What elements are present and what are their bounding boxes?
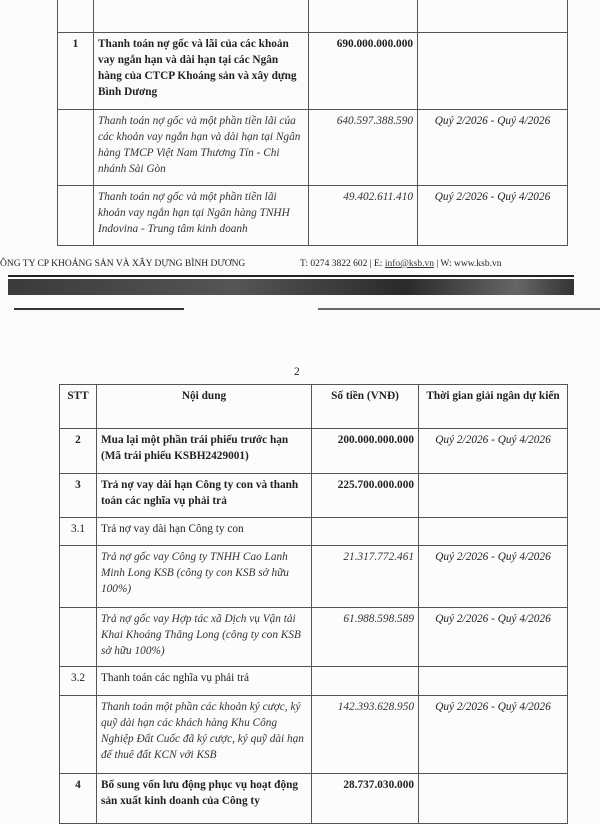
table-row [58, 186, 568, 246]
row-content: Thanh toán nợ gốc và lãi của các khoản vay ngắn hạn và dài hạn tại các Ngân hàng của CTCP Khoáng sản và xây dựng Bình Dương [94, 33, 309, 110]
row-content: Thanh toán một phần các khoản ký cược, ký quỹ dài hạn các khách hàng Khu Công Nghiệp Đất Cuốc đã ký cược, ký quỹ dài hạn để thuê đất KCN với KSB [97, 696, 312, 774]
footer-contact [300, 259, 501, 269]
row-content: Thanh toán nợ gốc và một phần tiền lãi khoản vay ngắn hạn tại Ngân hàng TNHH Indovina - Trung tâm kinh doanh [94, 186, 309, 246]
row-stt: 3 [60, 474, 97, 518]
header-stt: STT [60, 385, 97, 429]
row-time [419, 774, 568, 824]
row-time [419, 667, 568, 696]
table-header [60, 385, 568, 429]
table-header [58, 0, 568, 33]
table-row [58, 33, 568, 110]
row-time [419, 518, 568, 546]
table-row [60, 667, 568, 696]
page-footer [0, 259, 502, 269]
page-number: 2 [294, 366, 300, 378]
footer-company: ÔNG TY CP KHOÁNG SẢN VÀ XÂY DỰNG BÌNH DƯƠNG [0, 259, 246, 269]
row-amount: 690.000.000.000 [309, 33, 418, 110]
row-stt: 1 [58, 33, 94, 110]
row-content: Trả nợ gốc vay Hợp tác xã Dịch vụ Vận tải Khai Khoáng Thăng Long (công ty con KSB sở hữu 100%) [97, 608, 312, 667]
row-time: Quý 2/2026 - Quý 4/2026 [418, 110, 568, 186]
row-time: Quý 2/2026 - Quý 4/2026 [418, 186, 568, 246]
row-stt [58, 186, 94, 246]
row-content: Trả nợ vay dài hạn Công ty con và thanh toán các nghĩa vụ phải trả [97, 474, 312, 518]
row-amount: 225.700.000.000 [312, 474, 419, 518]
header-content: Nội dung [97, 385, 312, 429]
row-stt: 2 [60, 429, 97, 474]
page-edge-line [318, 308, 600, 310]
table-row [60, 474, 568, 518]
row-amount [312, 518, 419, 546]
table-row [60, 608, 568, 667]
table-row [60, 774, 568, 824]
row-time: Quý 2/2026 - Quý 4/2026 [419, 696, 568, 774]
row-stt [58, 110, 94, 186]
table-row [60, 518, 568, 546]
disbursement-table-page2 [59, 384, 568, 824]
row-stt [60, 608, 97, 667]
header-stt [58, 0, 94, 33]
row-time [418, 33, 568, 110]
table-row [60, 696, 568, 774]
row-stt [60, 546, 97, 608]
row-stt: 3.1 [60, 518, 97, 546]
row-amount: 21.317.772.461 [312, 546, 419, 608]
footer-divider [8, 275, 574, 277]
row-time [419, 474, 568, 518]
footer-web: | W: www.ksb.vn [433, 259, 502, 269]
footer-bar [8, 279, 574, 295]
page-edge-line [14, 308, 184, 310]
row-content: Trả nợ vay dài hạn Công ty con [97, 518, 312, 546]
row-amount: 200.000.000.000 [312, 429, 419, 474]
table-row [60, 546, 568, 608]
row-time: Quý 2/2026 - Quý 4/2026 [419, 608, 568, 667]
row-content: Trả nợ gốc vay Công ty TNHH Cao Lanh Minh Long KSB (công ty con KSB sở hữu 100%) [97, 546, 312, 608]
row-amount: 640.597.388.590 [309, 110, 418, 186]
footer-email-link[interactable]: info@ksb.vn [384, 259, 434, 269]
table-row [60, 429, 568, 474]
row-content: Thanh toán nợ gốc và một phần tiền lãi của các khoản vay ngắn hạn và dài hạn tại Ngân hàng TMCP Việt Nam Thương Tín - Chi nhánh Sài Gòn [94, 110, 309, 186]
header-time [418, 0, 568, 33]
row-time: Quý 2/2026 - Quý 4/2026 [419, 429, 568, 474]
footer-phone: T: 0274 3822 602 | E: [300, 259, 385, 269]
row-content: Mua lại một phần trái phiếu trước hạn (Mã trái phiếu KSBH2429001) [97, 429, 312, 474]
row-amount: 142.393.628.950 [312, 696, 419, 774]
table-row [58, 110, 568, 186]
row-amount: 61.988.598.589 [312, 608, 419, 667]
row-stt: 4 [60, 774, 97, 824]
header-amount [309, 0, 418, 33]
row-content: Bổ sung vốn lưu động phục vụ hoạt động sản xuất kinh doanh của Công ty [97, 774, 312, 824]
row-time: Quý 2/2026 - Quý 4/2026 [419, 546, 568, 608]
row-stt [60, 696, 97, 774]
row-amount: 28.737.030.000 [312, 774, 419, 824]
disbursement-table-page1 [57, 0, 568, 246]
row-content: Thanh toán các nghĩa vụ phải trả [97, 667, 312, 696]
row-amount: 49.402.611.410 [309, 186, 418, 246]
header-time: Thời gian giải ngân dự kiến [419, 385, 568, 429]
header-amount: Số tiền (VNĐ) [312, 385, 419, 429]
header-content [94, 0, 309, 33]
row-amount [312, 667, 419, 696]
row-stt: 3.2 [60, 667, 97, 696]
